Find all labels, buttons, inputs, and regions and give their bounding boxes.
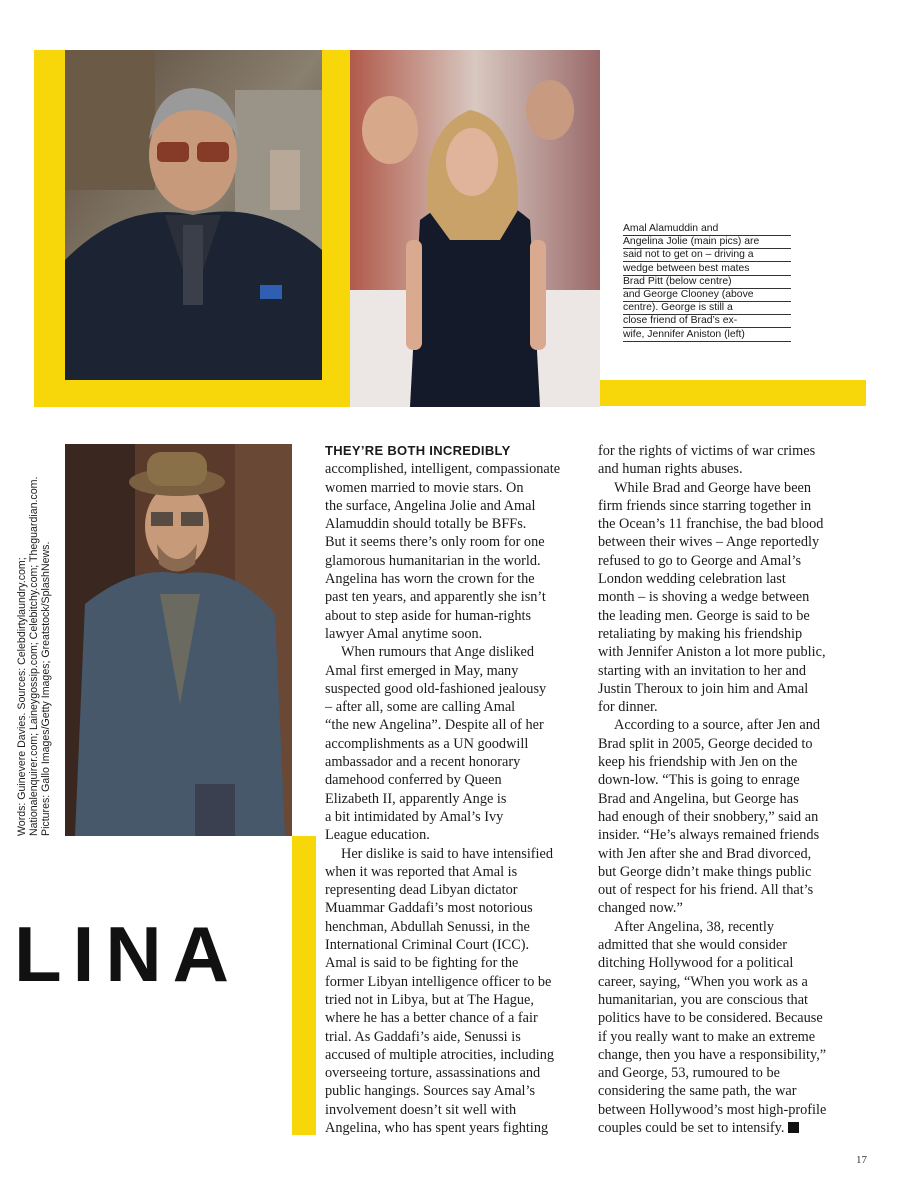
text-line: Alamuddin should totally be BFFs. <box>325 516 527 533</box>
caption-line: and George Clooney (above <box>623 289 791 302</box>
text-line: starting with an invitation to her and <box>598 662 807 679</box>
text-line: tried not in Libya, but at The Hague, <box>325 991 534 1008</box>
page-number: 17 <box>856 1154 867 1166</box>
yellow-bar-right <box>598 380 866 406</box>
photo-jennifer-aniston <box>350 50 600 407</box>
text-line: politics have to be considered. Because <box>598 1010 823 1027</box>
end-mark-icon <box>788 1122 799 1133</box>
text-line: But it seems there’s only room for one <box>325 534 545 551</box>
photo-credits <box>16 464 53 836</box>
text-line: retaliating by making his friendship <box>598 625 803 642</box>
text-line: keep his friendship with Jen on the <box>598 754 798 771</box>
text-line: After Angelina, 38, recently <box>614 918 774 935</box>
text-line: about to step aside for human-rights <box>325 607 532 624</box>
caption-line: Angelina Jolie (main pics) are <box>623 236 791 249</box>
text-line: month – is shoving a wedge between <box>598 589 810 606</box>
text-line: accomplished, intelligent, compassionate <box>325 461 561 478</box>
text-line: Amal is said to be fighting for the <box>325 955 519 972</box>
text-line: glamorous humanitarian in the world. <box>325 552 541 569</box>
text-line: change, then you have a responsibility,” <box>598 1046 827 1063</box>
text-line: According to a source, after Jen and <box>614 717 821 734</box>
caption-line: centre). George is still a <box>623 302 791 315</box>
photo-brad-pitt <box>65 444 292 836</box>
text-line: ditching Hollywood for a political <box>598 955 794 972</box>
credits-line: Pictures: Gallo Images/Getty Images; Greatstock/SplashNews. <box>40 541 53 836</box>
article-lead-in: THEY’RE BOTH INCREDIBLY <box>325 443 511 458</box>
text-line: changed now.” <box>598 900 683 917</box>
text-line: a bit intimidated by Amal’s Ivy <box>325 808 504 825</box>
text-line: International Criminal Court (ICC). <box>325 937 530 954</box>
text-line: involvement doesn’t sit well with <box>325 1101 517 1118</box>
text-line: henchman, Abdullah Senussi, in the <box>325 918 530 935</box>
text-line: down-low. “This is going to enrage <box>598 772 800 789</box>
text-line: if you really want to make an extreme <box>598 1028 816 1045</box>
article-column-1 <box>325 442 583 1137</box>
text-line: former Libyan intelligence officer to be <box>325 973 552 990</box>
text-line: firm friends since starring together in <box>598 497 812 514</box>
caption-line: wedge between best mates <box>623 263 791 276</box>
text-line: overseeing torture, assassinations and <box>325 1065 541 1082</box>
text-line: for dinner. <box>598 699 658 716</box>
text-line: Elizabeth II, apparently Ange is <box>325 790 507 807</box>
text-line: League education. <box>325 827 430 844</box>
text-line: had enough of their snobbery,” said an <box>598 808 819 825</box>
text-line: but George didn’t make things public <box>598 863 812 880</box>
text-line: where he has a better chance of a fair <box>325 1010 538 1027</box>
text-line: for the rights of victims of war crimes <box>598 443 816 459</box>
text-line: Her dislike is said to have intensified <box>341 845 554 862</box>
text-line: – after all, some are calling Amal <box>325 699 516 716</box>
text-line: insider. “He’s always remained friends <box>598 827 820 844</box>
text-line: admitted that she would consider <box>598 937 787 954</box>
text-line: couples could be set to intensify. <box>598 1119 785 1136</box>
caption-line: wife, Jennifer Aniston (left) <box>623 329 791 342</box>
text-line-final <box>598 1119 860 1137</box>
text-line: Amal first emerged in May, many <box>325 662 519 679</box>
text-line: trial. As Gaddafi’s aide, Senussi is <box>325 1028 521 1045</box>
text-line: While Brad and George have been <box>614 479 812 496</box>
credits-line: Words: Guinevere Davies. Sources: Celebdirtylaundry.com; <box>16 557 28 836</box>
text-line: past ten years, and apparently she isn’t <box>325 589 546 606</box>
text-line: When rumours that Ange disliked <box>341 644 534 661</box>
text-line: women married to movie stars. On <box>325 479 524 496</box>
caption-line: Amal Alamuddin and <box>623 223 791 236</box>
article-column-2 <box>598 442 860 1137</box>
photo-george-clooney <box>65 50 322 380</box>
text-line: the Ocean’s 11 franchise, the bad blood <box>598 516 824 533</box>
caption-line: close friend of Brad’s ex- <box>623 315 791 328</box>
text-line: and George, 53, rumoured to be <box>598 1065 780 1082</box>
text-line: between their wives – Ange reportedly <box>598 534 820 551</box>
text-line: when it was reported that Amal is <box>325 863 518 880</box>
text-line: and human rights abuses. <box>598 461 743 478</box>
text-line: out of respect for his friend. All that’s <box>598 882 814 899</box>
text-line: suspected good old-fashioned jealousy <box>325 680 547 697</box>
text-line: lawyer Amal anytime soon. <box>325 625 483 642</box>
text-line: London wedding celebration last <box>598 571 786 588</box>
text-line: Angelina has worn the crown for the <box>325 571 535 588</box>
yellow-bar-vertical <box>292 836 316 1135</box>
credits-line: Nationalenquirer.com; Laineygossip.com; Celebitchy.com; Theguardian.com. <box>28 476 41 836</box>
text-line: representing dead Libyan dictator <box>325 882 518 899</box>
headline-fragment: LINA <box>14 910 240 998</box>
text-line: damehood conferred by Queen <box>325 772 502 789</box>
text-line: career, saying, “When you work as a <box>598 973 808 990</box>
text-line: ambassador and a recent honorary <box>325 754 521 771</box>
text-line: Muammar Gaddafi’s most notorious <box>325 900 533 917</box>
text-line: humanitarian, you are conscious that <box>598 991 809 1008</box>
text-line: “the new Angelina”. Despite all of her <box>325 717 544 734</box>
text-line: public hangings. Sources say Amal’s <box>325 1083 536 1100</box>
text-line: refused to go to George and Amal’s <box>598 552 802 569</box>
text-line: between Hollywood’s most high-profile <box>598 1101 827 1118</box>
caption-line: Brad Pitt (below centre) <box>623 276 791 289</box>
text-line: with Jen after she and Brad divorced, <box>598 845 812 862</box>
text-line: accomplishments as a UN goodwill <box>325 735 529 752</box>
caption-line: said not to get on – driving a <box>623 249 791 262</box>
text-line: Brad split in 2005, George decided to <box>598 735 813 752</box>
text-line: accused of multiple atrocities, including <box>325 1046 555 1063</box>
text-line: considering the same path, the war <box>598 1083 797 1100</box>
photo-caption <box>623 223 791 342</box>
text-line: Brad and Angelina, but George has <box>598 790 799 807</box>
text-line: the leading men. George is said to be <box>598 607 810 624</box>
text-line: with Jennifer Aniston a lot more public, <box>598 644 826 661</box>
text-line: Angelina, who has spent years fighting <box>325 1119 549 1136</box>
text-line: the surface, Angelina Jolie and Amal <box>325 497 536 514</box>
text-line: Justin Theroux to join him and Amal <box>598 680 809 697</box>
